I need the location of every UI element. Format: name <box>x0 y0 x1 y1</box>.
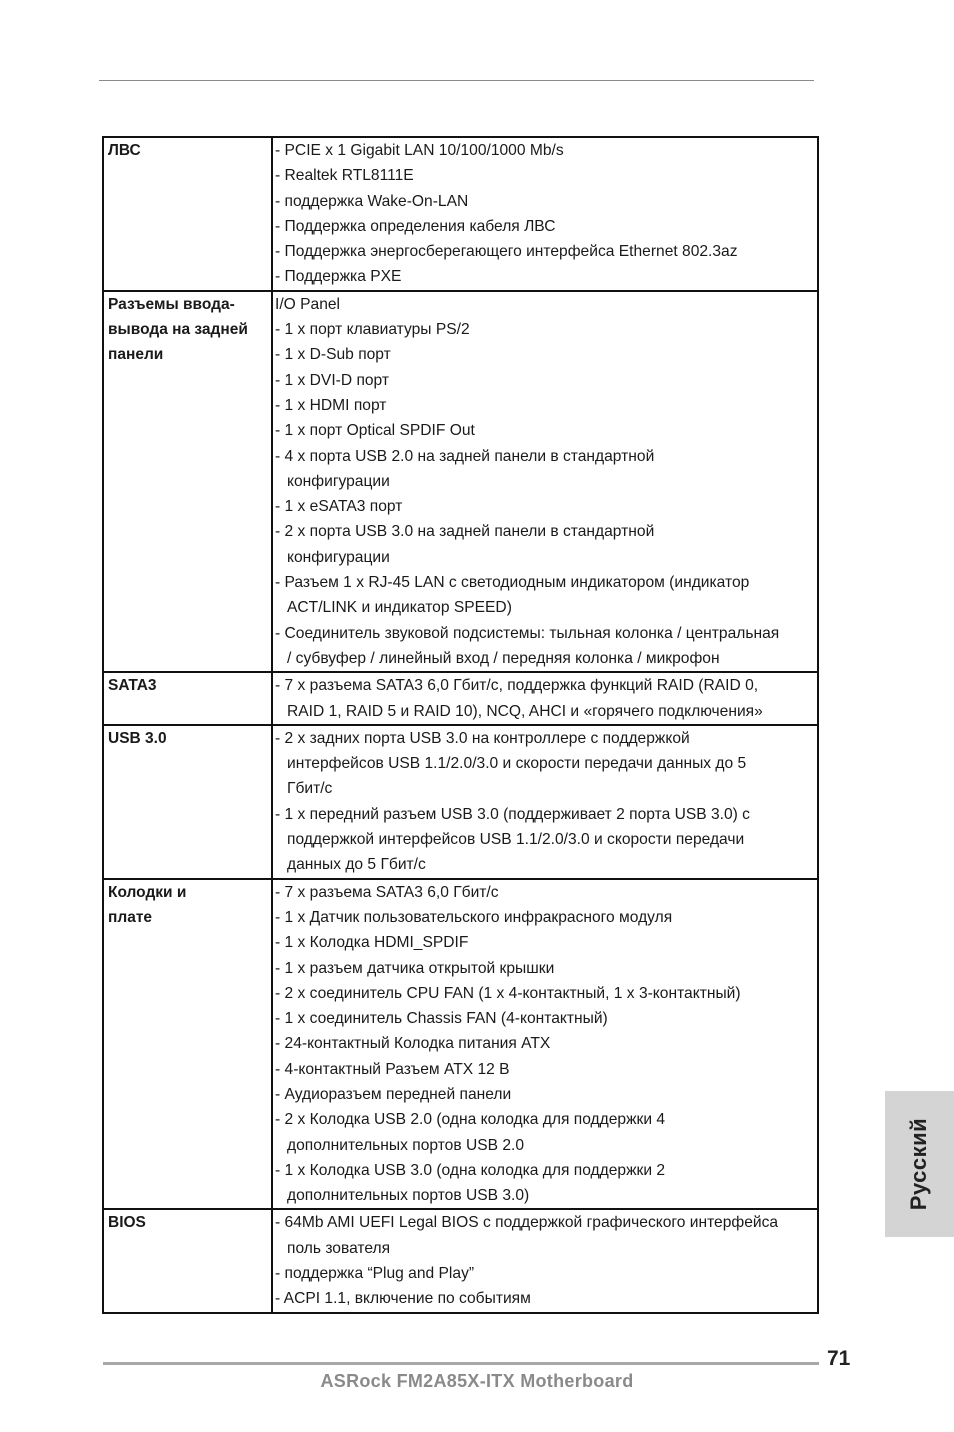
spec-label-line: вывода на задней <box>108 321 248 339</box>
spec-value-line: поддержкой интерфейсов USB 1.1/2.0/3.0 и скорости передачи <box>287 831 745 849</box>
spec-value-line: - Поддержка энергосберегающего интерфейса Ethernet 802.3az <box>275 243 738 261</box>
spec-value-line: - 1 x порт клавиатуры PS/2 <box>275 321 470 339</box>
spec-value-line: - ACPI 1.1, включение по событиям <box>275 1290 531 1308</box>
spec-value-line: - 2 x Колодка USB 2.0 (одна колодка для поддержки 4 <box>275 1111 666 1129</box>
page-number: 71 <box>827 1347 851 1370</box>
specifications-table-body <box>103 137 818 1313</box>
spec-value-line: - 1 x D-Sub порт <box>275 346 391 364</box>
spec-value-line: - поддержка Wake-On-LAN <box>275 192 469 210</box>
spec-value-line: поль зователя <box>287 1239 391 1257</box>
spec-section-label <box>103 672 272 725</box>
spec-section-values <box>272 725 818 879</box>
spec-value-line: - Аудиоразъем передней панели <box>275 1085 512 1103</box>
spec-value-line: - 1 x разъем датчика открытой крышки <box>275 959 555 977</box>
spec-section-row <box>103 879 818 1210</box>
spec-value-line: - 1 x HDMI порт <box>275 396 387 414</box>
spec-section-row <box>103 725 818 879</box>
spec-value-line: - Разъем 1 x RJ-45 LAN с светодиодным индикатором (индикатор <box>275 574 750 592</box>
spec-value-line: - 1 x eSATA3 порт <box>275 498 403 516</box>
spec-value-line: - 4-контактный Разъем ATX 12 В <box>275 1060 510 1078</box>
spec-value-line: - 1 x соединитель Chassis FAN (4-контактный) <box>275 1010 608 1028</box>
spec-value-line: - 4 x порта USB 2.0 на задней панели в стандартной <box>275 447 655 465</box>
spec-section-label <box>103 879 272 1210</box>
spec-section-values <box>272 291 818 672</box>
spec-label-line: панели <box>108 346 164 364</box>
spec-value-line: - 2 x порта USB 3.0 на задней панели в стандартной <box>275 523 655 541</box>
spec-value-line: дополнительных портов USB 2.0 <box>287 1136 525 1154</box>
spec-section-values <box>272 672 818 725</box>
bottom-rule <box>103 1362 819 1365</box>
language-tab-label: Русский <box>906 1117 932 1211</box>
spec-value-line: конфигурации <box>287 472 390 490</box>
spec-value-line: - 2 x задних порта USB 3.0 на контроллере с поддержкой <box>275 729 690 747</box>
spec-value-line: - 1 x порт Optical SPDIF Out <box>275 422 475 440</box>
spec-section-label <box>103 137 272 291</box>
spec-label-line: ЛВС <box>108 142 141 159</box>
spec-section-label <box>103 291 272 672</box>
spec-label-line: Колодки и <box>108 883 187 901</box>
spec-value-line: / субвуфер / линейный вход / передняя колонка / микрофон <box>287 649 720 667</box>
spec-section-row <box>103 137 818 291</box>
spec-value-line: - 64Mb AMI UEFI Legal BIOS с поддержкой графического интерфейса <box>275 1214 779 1232</box>
spec-value-line: - 24-контактный Колодка питания ATX <box>275 1035 551 1053</box>
spec-value-line: данных до 5 Гбит/с <box>287 856 426 874</box>
spec-section-values <box>272 137 818 291</box>
specifications-table <box>102 136 819 1314</box>
top-rule <box>99 80 814 81</box>
footer-title: ASRock FM2A85X-ITX Motherboard <box>320 1371 634 1391</box>
spec-value-line: - 2 x соединитель CPU FAN (1 x 4-контактный, 1 x 3-контактный) <box>275 984 741 1002</box>
spec-value-line: - 1 x DVI-D порт <box>275 371 390 389</box>
spec-value-line: - PCIE x 1 Gigabit LAN 10/100/1000 Mb/s <box>275 142 564 159</box>
spec-section-row <box>103 672 818 725</box>
spec-value-line: дополнительных портов USB 3.0) <box>287 1187 530 1205</box>
spec-value-line: - Поддержка PXE <box>275 268 402 286</box>
spec-value-line: интерфейсов USB 1.1/2.0/3.0 и скорости передачи данных до 5 <box>287 755 747 773</box>
spec-value-line: - 1 x Датчик пользовательского инфракрасного модуля <box>275 908 673 926</box>
spec-section-label <box>103 725 272 879</box>
spec-section-values <box>272 1209 818 1312</box>
spec-value-line: - Поддержка определения кабеля ЛВС <box>275 217 556 235</box>
spec-value-line: - Realtek RTL8111E <box>275 167 414 185</box>
spec-label-line: плате <box>108 908 153 926</box>
spec-value-line: - Соединитель звуковой подсистемы: тыльная колонка / центральная <box>275 624 780 642</box>
spec-label-line: BIOS <box>108 1214 146 1232</box>
spec-value-line: конфигурации <box>287 548 390 566</box>
spec-label-line: SATA3 <box>108 677 157 695</box>
spec-value-line: - 1 x Колодка HDMI_SPDIF <box>275 934 469 952</box>
spec-section-row <box>103 1209 818 1312</box>
spec-value-line: - 7 x разъема SATA3 6,0 Гбит/с <box>275 883 499 901</box>
spec-value-line: - 7 x разъема SATA3 6,0 Гбит/с, поддержка функций RAID (RAID 0, <box>275 677 759 695</box>
spec-value-line: - поддержка “Plug and Play” <box>275 1265 475 1283</box>
spec-section-row <box>103 291 818 672</box>
spec-label-line: Разъемы ввода- <box>108 295 235 313</box>
spec-value-line: Гбит/с <box>287 780 333 798</box>
language-tab <box>885 1091 954 1237</box>
spec-value-line: - 1 x Колодка USB 3.0 (одна колодка для поддержки 2 <box>275 1161 666 1179</box>
spec-value-line: I/O Panel <box>275 295 341 313</box>
spec-value-line: - 1 x передний разъем USB 3.0 (поддерживает 2 порта USB 3.0) с <box>275 805 750 823</box>
spec-value-line: ACT/LINK и индикатор SPEED) <box>287 599 512 617</box>
spec-value-line: RAID 1, RAID 5 и RAID 10), NCQ, AHCI и «горячего подключения» <box>287 702 763 720</box>
spec-section-values <box>272 879 818 1210</box>
spec-label-line: USB 3.0 <box>108 729 167 747</box>
spec-section-label <box>103 1209 272 1312</box>
